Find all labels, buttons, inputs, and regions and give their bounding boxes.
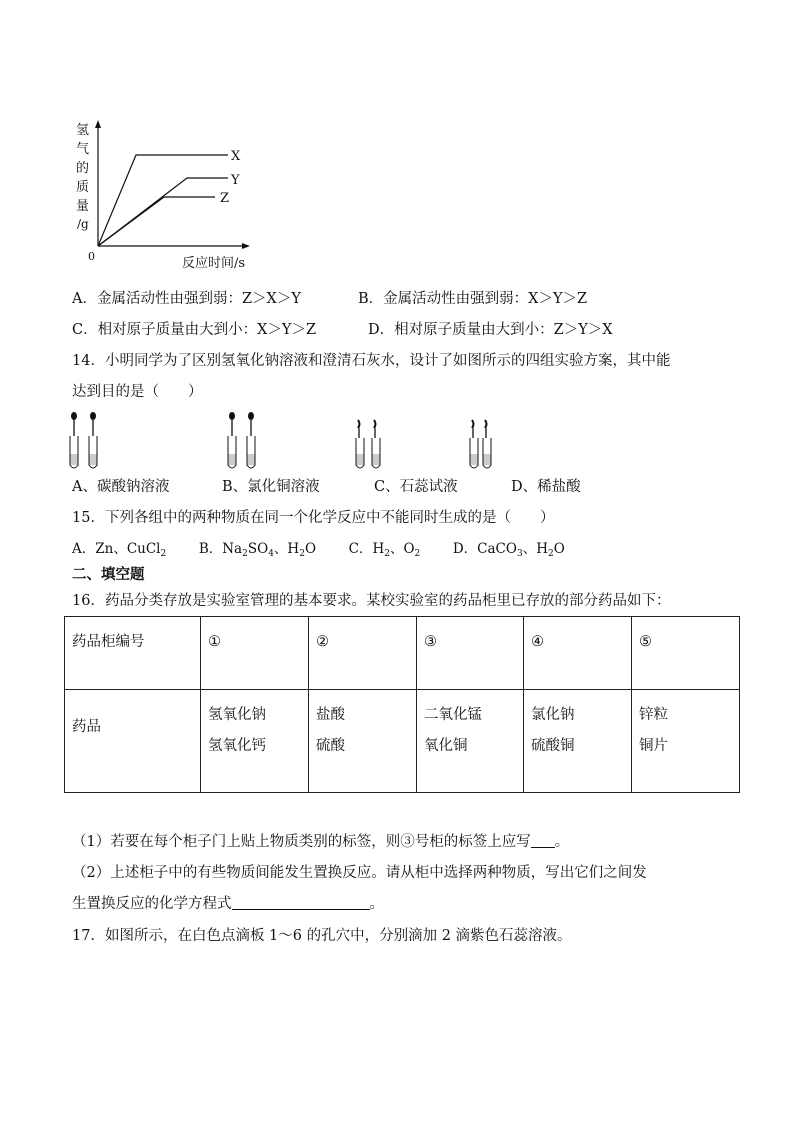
q13-option-b: B．金属活动性由强到弱：X＞Y＞Z [358,291,588,307]
series-label-y: Y [231,173,240,188]
table-header-cell: 药品 [65,690,201,793]
drug-cell: 锌粒 铜片 [632,690,740,793]
q15-option-d: D．CaCO$_3$、$H_2O$ [452,541,565,559]
q14-option-c: C、石蕊试液 [374,479,458,495]
q14-option-b: B、氯化铜溶液 [222,479,320,495]
drug-cell: 氯化钠 硫酸铜 [524,690,632,793]
q14-stem-line2: 达到目的是（ ） [72,384,203,400]
section-title: 二、填空题 [72,566,145,583]
x-axis-arrow [242,243,250,249]
q13-option-a: A．金属活动性由强到弱：Z＞X＞Y [72,291,301,307]
test-tube-icon [470,438,478,468]
q17-stem: 17．如图所示，在白色点滴板 1～6 的孔穴中，分别滴加 2 滴紫色石蕊溶液。 [72,928,572,944]
y-axis-label [76,123,89,231]
q14-figure-b [222,410,262,472]
series-line-y [98,178,228,246]
cabinet-number: ④ [524,617,632,690]
cabinet-table [64,616,740,793]
dropper-icon [374,420,376,438]
cabinet-number: ⑤ [632,617,740,690]
test-tube-icon [89,436,97,468]
q14-option-a: A、碳酸钠溶液 [72,479,170,495]
q14-option-d: D、稀盐酸 [511,479,581,495]
cabinet-number: ① [201,617,309,690]
table-header-cell: 药品柜编号 [65,617,201,690]
q16-part2-line2: 生置换反应的化学方程式 。 [72,896,384,912]
q13-option-d: D．相对原子质量由大到小：Z＞Y＞X [368,322,613,338]
dropper-icon [229,412,235,436]
series-label-z: Z [220,191,230,206]
q14-figure-d [464,418,504,472]
y-axis-arrow [95,120,101,128]
dropper-icon [90,412,96,436]
x-axis-label: 反应时间/s [182,256,246,270]
q14-figure-c [350,418,390,472]
q16-stem: 16．药品分类存放是实验室管理的基本要求。某校实验室的药品柜里已存放的部分药品如下： [72,593,671,609]
dropper-icon [248,412,254,436]
dropper-icon [71,412,77,436]
hydrogen-mass-graph [70,118,260,270]
origin-label: 0 [88,250,95,263]
q13-option-c: C．相对原子质量由大到小：X＞Y＞Z [72,322,317,338]
y-label-char: 气 [76,142,90,157]
q15-option-c: C．$H_2$、$O_2$ [348,541,421,559]
q14-stem-line1: 14．小明同学为了区别氢氧化钠溶液和澄清石灰水，设计了如图所示的四组实验方案，其中能 [72,353,671,369]
y-label-char: 质 [76,180,90,195]
test-tube-icon [483,438,491,468]
answer-blank[interactable] [531,833,555,848]
dropper-icon [472,420,474,438]
drug-cell: 盐酸 硫酸 [309,690,417,793]
drug-cell: 二氧化锰 氧化铜 [417,690,524,793]
y-label-char: 量 [76,199,90,214]
table-row [65,690,740,793]
q15-option-a: A．Zn、CuCl$_2$ [72,541,167,559]
table-row [65,617,740,690]
q15-options [72,539,565,559]
test-tube-icon [356,438,364,468]
q16-part2-line1: （2）上述柜子中的有些物质间能发生置换反应。请从柜中选择两种物质，写出它们之间发 [72,865,647,881]
test-tube-icon [372,438,380,468]
series-label-x: X [231,149,241,164]
dropper-icon [358,420,360,438]
test-tube-icon [247,436,255,468]
q14-figure-a [64,410,104,472]
y-label-char: 氢 [76,123,90,138]
test-tube-icon [70,436,78,468]
q15-stem: 15．下列各组中的两种物质在同一个化学反应中不能同时生成的是（ ） [72,510,555,526]
q16-part1: （1）若要在每个柜子门上贴上物质类别的标签，则③号柜的标签上应写 。 [72,834,570,850]
cabinet-number: ② [309,617,417,690]
answer-blank[interactable] [232,895,370,910]
drug-cell: 氢氧化钠 氢氧化钙 [201,690,309,793]
dropper-icon [485,420,487,438]
series-line-x [98,155,228,246]
cabinet-number: ③ [417,617,524,690]
test-tube-icon [228,436,236,468]
y-label-char: 的 [76,161,90,176]
y-label-char: /g [77,217,89,231]
q15-option-b: B．$Na_2SO_4$、$H_2O$ [198,541,317,559]
